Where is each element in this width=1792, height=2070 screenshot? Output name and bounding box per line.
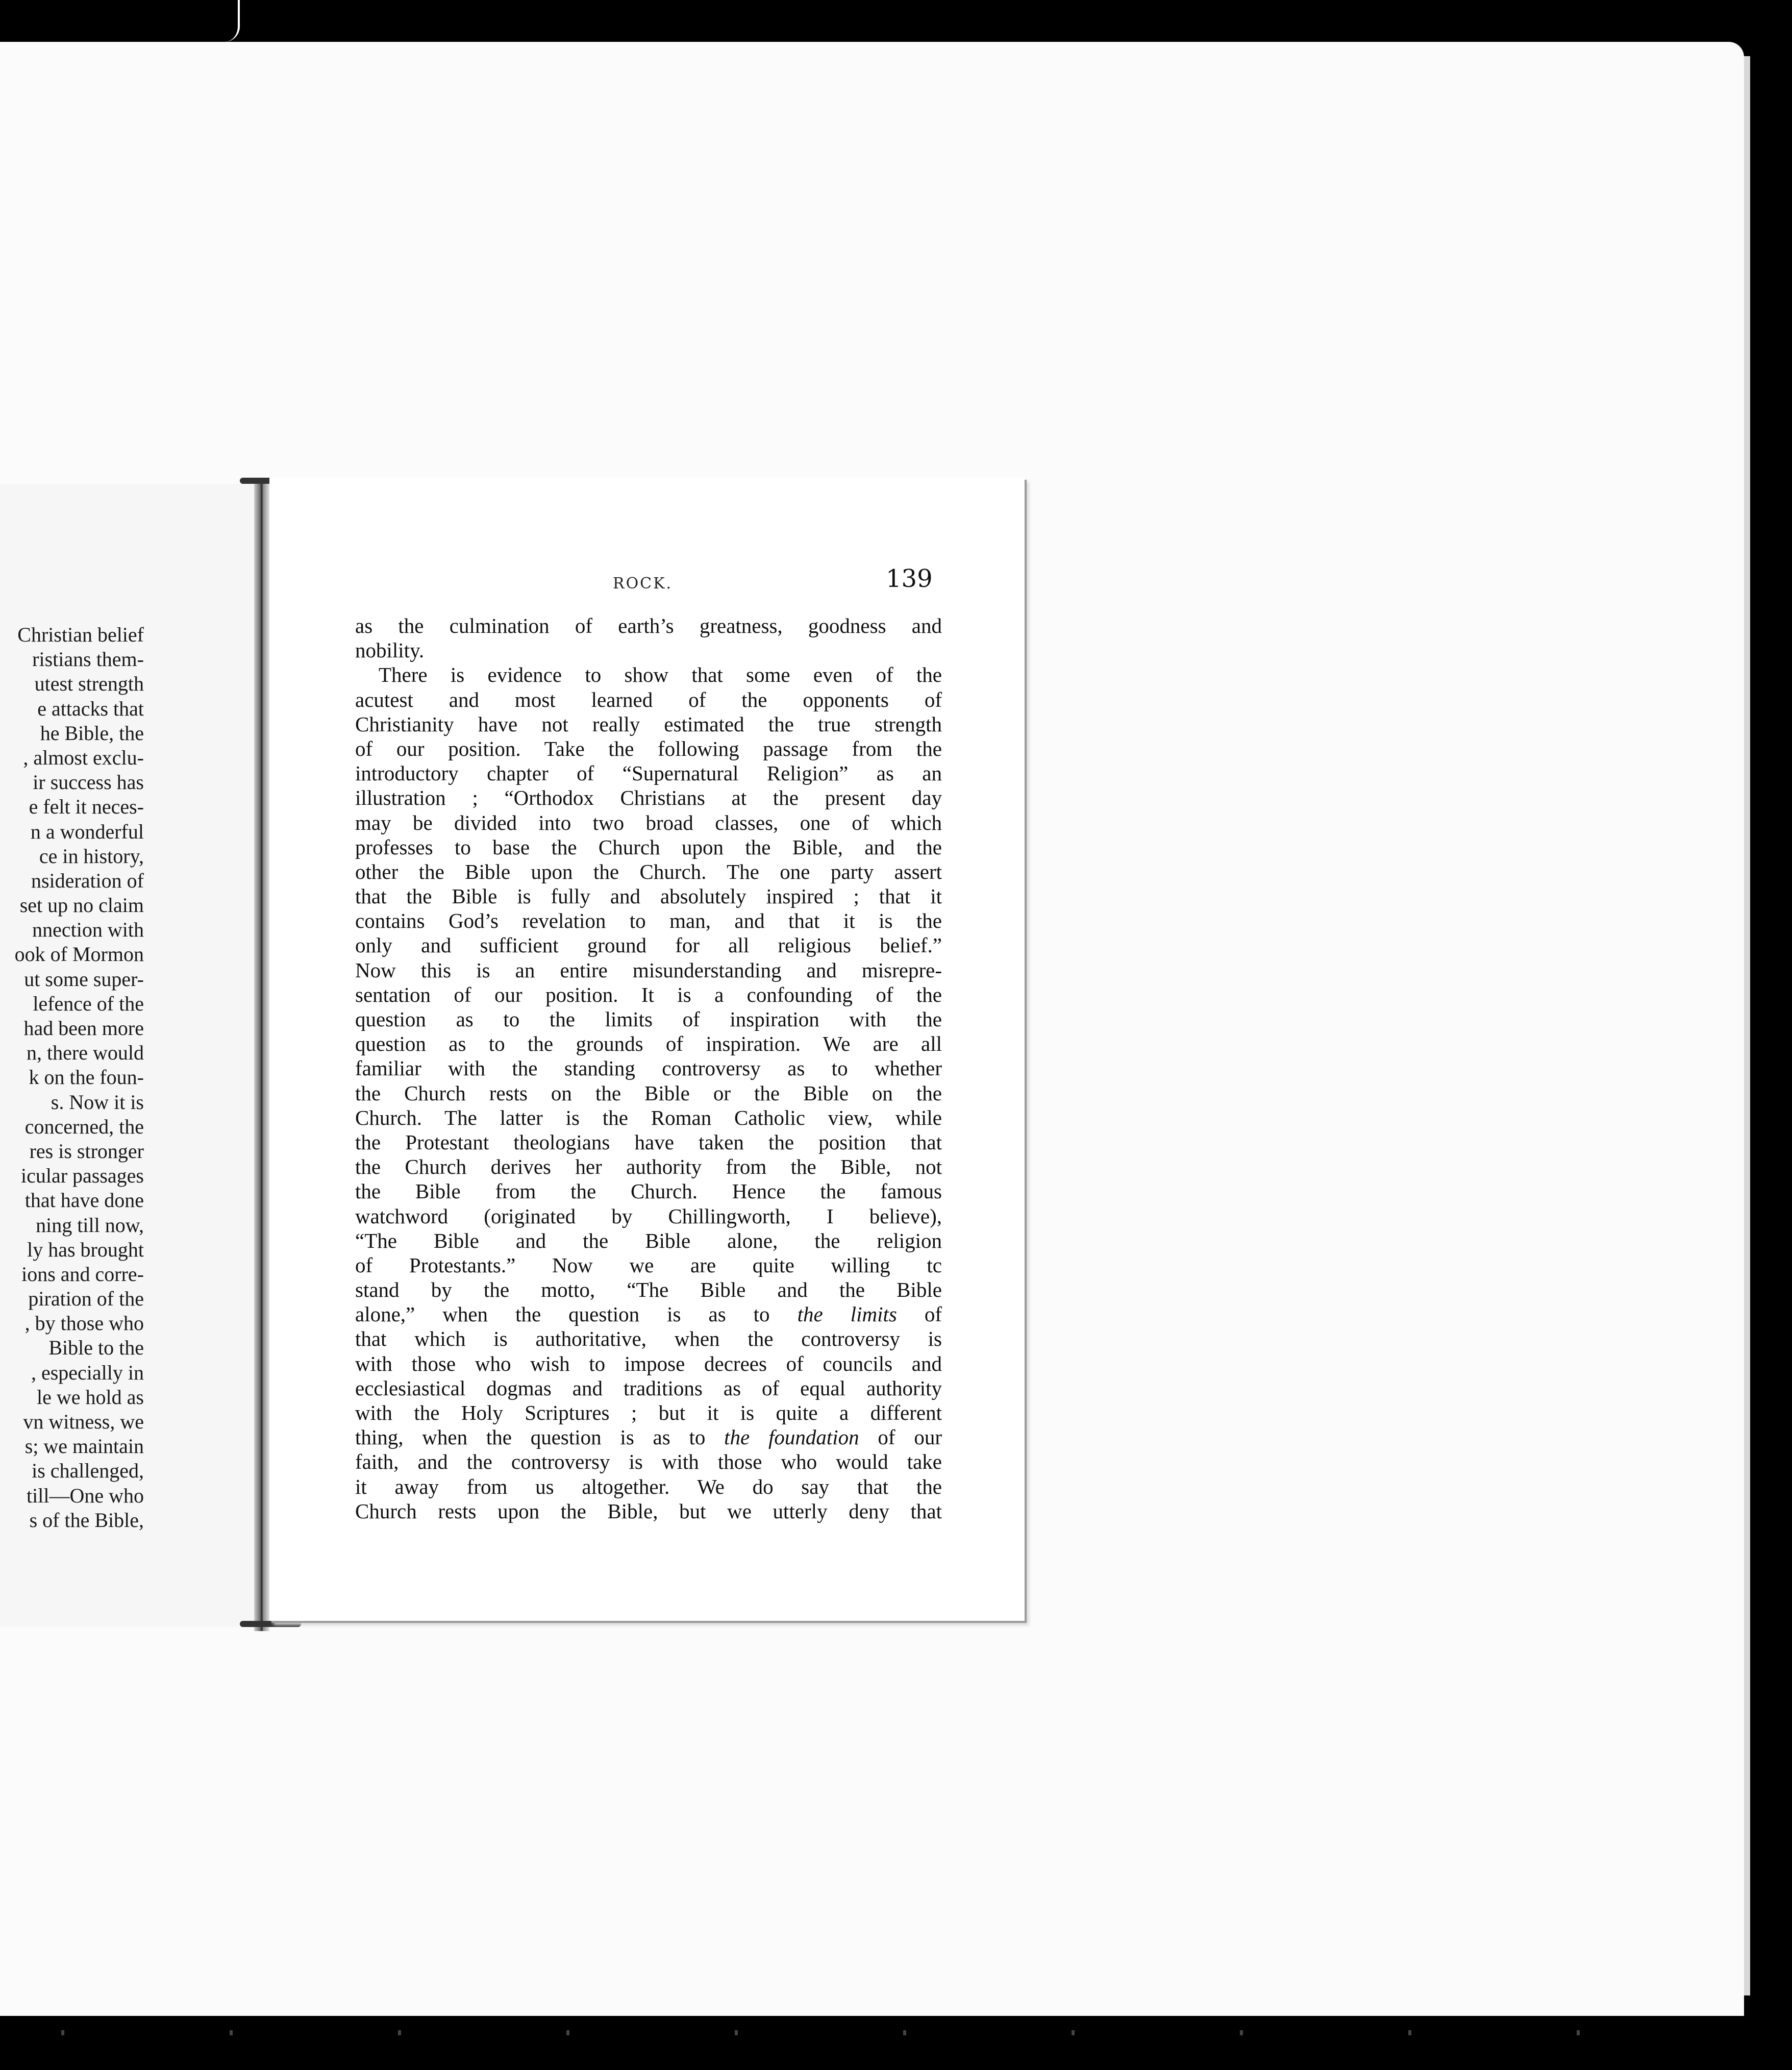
text-line: There is evidence to show that some even of the (379, 663, 942, 687)
text-line: nobility. (355, 638, 425, 662)
left-text-line: ristians them- (32, 648, 144, 671)
italic-text: the foundation (724, 1425, 859, 1449)
left-text-line: concerned, the (24, 1115, 144, 1138)
left-text-line: e felt it neces- (29, 795, 144, 819)
right-page (269, 478, 1025, 1621)
text-line: only and sufficient ground for all religious belief.” (355, 933, 942, 957)
text-line: of our position. Take the following passage from the (355, 736, 942, 760)
text-line: familiar with the standing controversy as to whether (355, 1056, 942, 1080)
left-text-line: ning till now, (36, 1213, 144, 1237)
page-body-text (355, 613, 942, 1523)
text-line: other the Bible upon the Church. The one party assert (355, 859, 942, 883)
left-text-line: that have done (24, 1189, 144, 1212)
left-text-line: res is stronger (29, 1139, 144, 1163)
left-text-line: ut some super- (24, 967, 144, 991)
text-line: Church. The latter is the Roman Catholic view, while (355, 1105, 942, 1129)
left-text-line: k on the foun- (29, 1066, 144, 1089)
page-number: 139 (886, 564, 933, 593)
left-text-line: ly has brought (27, 1238, 144, 1261)
left-text-line: n a wonderful (30, 820, 144, 843)
gutter-bottom-shadow (240, 1621, 301, 1627)
text-line: “The Bible and the Bible alone, the religion (355, 1228, 942, 1252)
text-line: the Church derives her authority from the Bible, not (355, 1155, 942, 1179)
text-line: contains God’s revelation to man, and that it is the (355, 909, 942, 933)
text-line: the Protestant theologians have taken the position that (355, 1130, 942, 1154)
left-page-text (0, 623, 144, 1533)
left-text-line: , by those who (24, 1312, 144, 1335)
text-line: introductory chapter of “Supernatural Religion” as an (355, 761, 942, 785)
left-text-line: he Bible, the (40, 721, 144, 745)
text-segment: of our (859, 1425, 942, 1449)
text-line: sentation of our position. It is a confounding of the (355, 982, 942, 1006)
running-head: ROCK. (613, 575, 673, 593)
text-line: watchword (originated by Chillingworth, I believe), (355, 1204, 942, 1228)
text-segment: of (897, 1302, 942, 1326)
left-text-line: vn witness, we (23, 1410, 144, 1433)
left-text-line: ce in history, (39, 844, 144, 868)
text-line: with the Holy Scriptures ; but it is quite a different (355, 1401, 942, 1424)
text-segment: alone,” when the question is as to (355, 1302, 798, 1326)
left-text-line: s. Now it is (51, 1090, 144, 1114)
left-text-line: Christian belief (17, 623, 144, 646)
left-text-line: ions and corre- (21, 1262, 144, 1286)
text-line: stand by the motto, “The Bible and the Bible (355, 1278, 942, 1302)
text-line: the Church rests on the Bible or the Bible on the (355, 1081, 942, 1105)
text-line: question as to the limits of inspiration with the (355, 1007, 942, 1031)
text-line: faith, and the controversy is with those who would take (355, 1450, 942, 1474)
text-line: the Bible from the Church. Hence the famous (355, 1179, 942, 1203)
left-text-line: piration of the (28, 1287, 144, 1311)
left-text-line: , especially in (31, 1361, 144, 1384)
text-line: Church rests upon the Bible, but we utterly deny that (355, 1499, 942, 1523)
text-line: it away from us altogether. We do say that the (355, 1474, 942, 1498)
left-text-line: s; we maintain (24, 1435, 144, 1458)
left-text-line: ir success has (33, 771, 144, 794)
text-line: with those who wish to impose decrees of councils and (355, 1351, 942, 1375)
left-text-line: icular passages (20, 1164, 144, 1188)
sheet-edge (1744, 56, 1750, 1995)
left-text-line: n, there would (27, 1041, 144, 1065)
book-gutter (254, 480, 269, 1631)
film-edge-specks (0, 2030, 1744, 2035)
left-text-line: utest strength (34, 672, 144, 696)
left-text-line: had been more (23, 1017, 144, 1040)
left-text-line: nnection with (32, 918, 144, 942)
text-line: that which is authoritative, when the controversy is (355, 1327, 942, 1351)
text-line: question as to the grounds of inspiration. We are all (355, 1032, 942, 1056)
left-text-line: till—One who (27, 1484, 144, 1507)
text-line: may be divided into two broad classes, one of which (355, 810, 942, 834)
text-line: Now this is an entire misunderstanding and misrepre- (355, 958, 942, 982)
text-line: Christianity have not really estimated the true strength (355, 712, 942, 736)
left-text-line: e attacks that (37, 697, 144, 720)
text-line: professes to base the Church upon the Bible, and the (355, 835, 942, 859)
film-edge-mark (225, 0, 240, 42)
left-text-line: le we hold as (37, 1385, 144, 1409)
text-line: that the Bible is fully and absolutely inspired ; that it (355, 884, 942, 908)
text-segment: thing, when the question is as to (355, 1425, 725, 1449)
left-text-line: ook of Mormon (14, 943, 144, 966)
text-line: ecclesiastical dogmas and traditions as of equal authority (355, 1376, 942, 1400)
left-text-line: is challenged, (32, 1459, 144, 1483)
text-line (355, 1425, 942, 1449)
left-text-line: , almost exclu- (23, 746, 144, 769)
italic-text: the limits (797, 1302, 897, 1326)
text-line: acutest and most learned of the opponents of (355, 687, 942, 711)
text-line: as the culmination of earth’s greatness, goodness and (355, 614, 942, 637)
text-line: of Protestants.” Now we are quite willing tc (355, 1253, 942, 1277)
left-text-line: set up no claim (19, 894, 144, 917)
left-text-line: nsideration of (31, 869, 144, 892)
left-text-line: s of the Bible, (29, 1508, 144, 1532)
left-text-line: lefence of the (33, 992, 144, 1015)
text-line (355, 1302, 942, 1326)
left-text-line: Bible to the (48, 1336, 144, 1360)
left-page (0, 484, 255, 1627)
text-line: illustration ; “Orthodox Christians at the present day (355, 786, 942, 810)
